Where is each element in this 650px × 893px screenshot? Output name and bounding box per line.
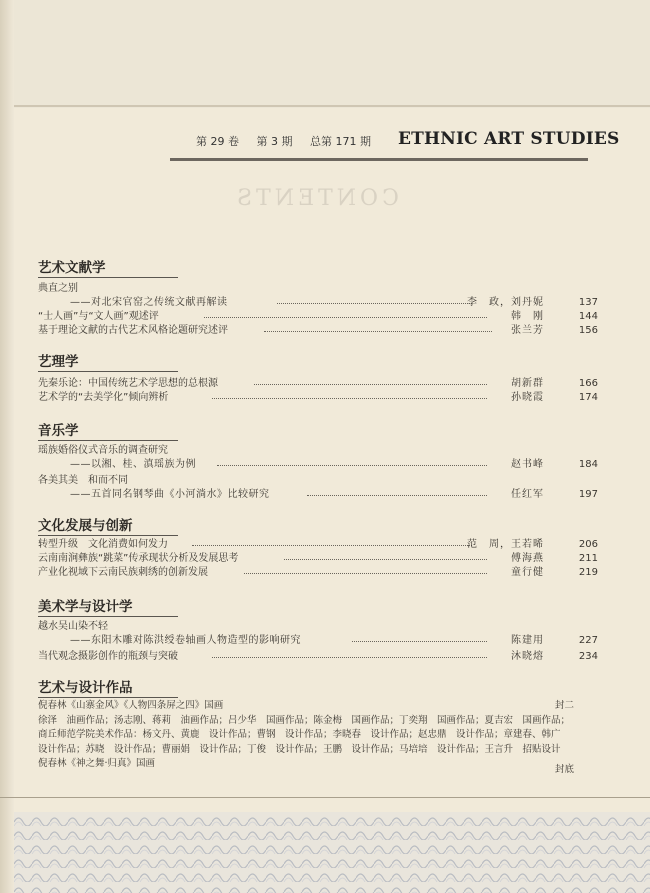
toc-entry[interactable] (32, 634, 622, 650)
entry-page: 219 (578, 567, 598, 578)
bottom-rule (0, 797, 650, 798)
section-title: 美术学与设计学 (32, 597, 622, 617)
toc-entry[interactable] (32, 538, 622, 552)
entry-subtitle: ——东阳木雕对陈洪绶卷轴画人物造型的影响研究 (70, 635, 301, 646)
section-title: 音乐学 (32, 421, 622, 441)
artwork-text: 倪春林《山寨金风》《人物四条屏之四》国画 (38, 700, 224, 711)
entry-page: 156 (578, 325, 598, 336)
entry-author: 任红军 (511, 489, 544, 500)
entry-title: “士人画”与“文人画”观述评 (38, 311, 159, 322)
entry-title: 当代观念摄影创作的瓶颈与突破 (38, 651, 178, 662)
entry-page: 211 (578, 553, 598, 564)
entry-author: 李 政，刘丹妮 (467, 297, 544, 308)
entry-page: 184 (578, 459, 598, 470)
section-fine-arts-design (32, 597, 622, 664)
section-artworks (32, 678, 622, 698)
entry-page: 166 (578, 378, 598, 389)
section-title: 文化发展与创新 (32, 516, 622, 536)
entry-title: 艺术学的“去美学化”倾向辨析 (38, 392, 169, 403)
entry-author: 韩 刚 (511, 311, 544, 322)
toc-entry[interactable] (32, 552, 622, 566)
section-art-literature (32, 258, 622, 338)
entry-author: 范 周，王若晞 (467, 539, 544, 550)
artwork-text: 徐泽 油画作品；汤志刚、蒋莉 油画作品；吕少华 国画作品；陈金梅 国画作品；丁奕翔 国画作品；夏吉宏 国画作品； (38, 714, 571, 726)
artwork-text: 商丘师范学院美术作品：杨文丹、黄鹿 设计作品；曹钢 设计作品；李晓春 设计作品；赵忠鼎 设计作品；章建春、韩广 (38, 729, 561, 741)
toc-entry[interactable] (32, 444, 622, 458)
section-title: 艺术文献学 (32, 258, 622, 278)
section-art-theory (32, 352, 622, 405)
entry-page: 137 (578, 297, 598, 308)
entry-author: 沐晓熔 (511, 651, 544, 662)
entry-author: 童行健 (511, 567, 544, 578)
toc-entry[interactable] (32, 458, 622, 474)
header-rule (170, 158, 588, 161)
artwork-page: 封二 (554, 700, 574, 711)
entry-subtitle: ——以湘、桂、滇瑶族为例 (70, 459, 196, 470)
entry-title: 先秦乐论：中国传统艺术学思想的总根源 (38, 378, 218, 389)
artwork-line[interactable] (38, 714, 598, 729)
toc-entry[interactable] (32, 620, 622, 634)
binding-edge (0, 0, 14, 893)
entry-author: 孙晓霞 (511, 392, 544, 403)
entry-page: 206 (578, 539, 598, 550)
section-title: 艺理学 (32, 352, 622, 372)
artwork-text: 设计作品；苏晓 设计作品；曹丽娟 设计作品；丁俊 设计作品；王鹏 设计作品；马培培 设计作品；王言升 招贴设计 (38, 743, 561, 755)
entry-title: 各美其美 和而不同 (38, 475, 128, 486)
section-musicology (32, 421, 622, 504)
section-title: 艺术与设计作品 (32, 678, 622, 698)
toc-entry[interactable] (32, 391, 622, 405)
volume-label: 第 29 卷 (196, 135, 239, 148)
entry-title: 基于理论文献的古代艺术风格论题研究述评 (38, 325, 228, 336)
toc-entry[interactable] (32, 377, 622, 391)
entry-page: 174 (578, 392, 598, 403)
toc-entry[interactable] (32, 310, 622, 324)
artwork-line[interactable] (38, 757, 598, 776)
issue-info (196, 133, 385, 149)
entry-page: 144 (578, 311, 598, 322)
artwork-line[interactable] (38, 743, 598, 758)
entry-author: 傅海燕 (511, 553, 544, 564)
entry-title: 典直之别 (38, 283, 78, 294)
issue-header (170, 125, 620, 161)
entry-page: 197 (578, 489, 598, 500)
toc-entry[interactable] (32, 488, 622, 504)
toc-entry[interactable] (32, 296, 622, 310)
entry-author: 张兰芳 (511, 325, 544, 336)
entry-title: 产业化视域下云南民族刺绣的创新发展 (38, 567, 208, 578)
toc-entry[interactable] (32, 282, 622, 296)
entry-page: 234 (578, 651, 598, 662)
total-issue-label: 总第 171 期 (310, 135, 371, 148)
top-divider (0, 105, 650, 107)
artwork-text: 倪春林《神之舞·归真》国画 (38, 758, 156, 770)
issue-label: 第 3 期 (256, 135, 293, 148)
toc-entry[interactable] (32, 650, 622, 664)
entry-title: 云南南涧彝族“跳菜”传承现状分析及发展思考 (38, 553, 239, 564)
entry-subtitle: ——五首同名钢琴曲《小河淌水》比较研究 (70, 489, 270, 500)
journal-name: ETHNIC ART STUDIES (398, 129, 620, 149)
entry-subtitle: ——对北宋官窑之传统文献再解读 (70, 297, 228, 308)
artwork-line[interactable] (38, 728, 598, 743)
entry-title: 越水吴山染不轻 (38, 621, 108, 632)
entry-title: 瑶族婚俗仪式音乐的调查研究 (38, 445, 168, 456)
entry-page: 227 (578, 635, 598, 646)
toc-entry[interactable] (32, 324, 622, 338)
bleed-through-text: CONTENTS (233, 186, 399, 211)
artwork-page: 封底 (554, 764, 574, 776)
entry-title: 转型升级 文化消费如何发力 (38, 539, 168, 550)
artwork-line[interactable] (38, 699, 598, 714)
decorative-pattern (14, 812, 650, 893)
toc-entry[interactable] (32, 474, 622, 488)
entry-author: 赵书峰 (511, 459, 544, 470)
top-band (0, 0, 650, 108)
entry-author: 陈建用 (511, 635, 544, 646)
entry-author: 胡新群 (511, 378, 544, 389)
artworks-list (38, 699, 598, 776)
toc-entry[interactable] (32, 566, 622, 580)
section-culture-development (32, 516, 622, 580)
